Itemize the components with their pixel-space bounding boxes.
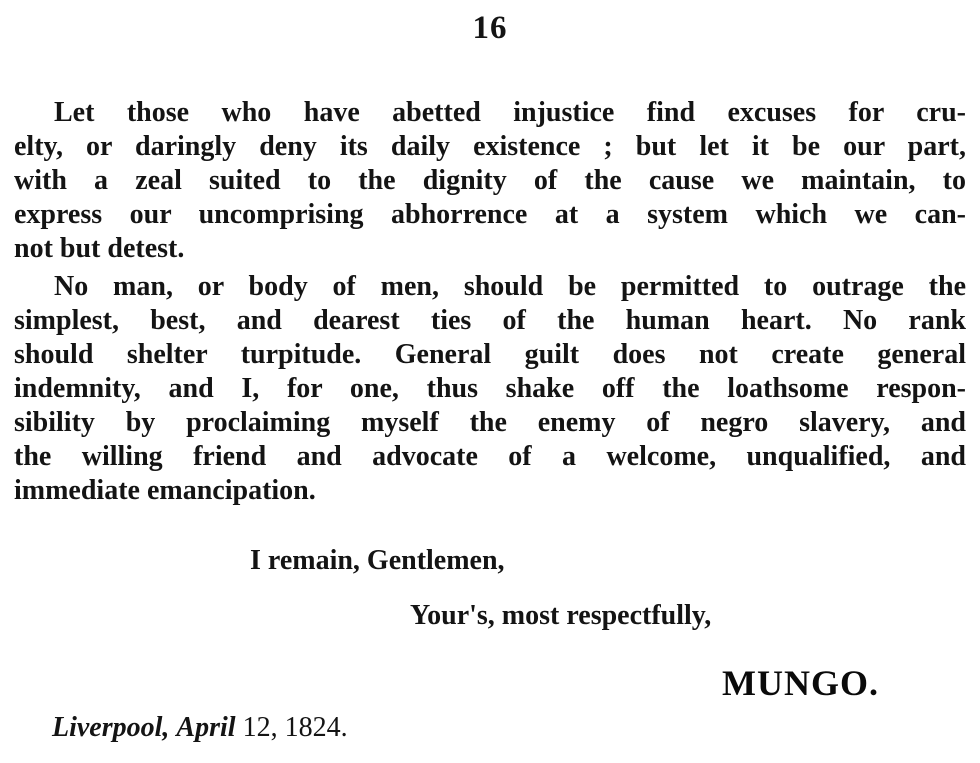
paragraph-2-line: No man, or body of men, should be permitted to outrage the xyxy=(54,271,966,302)
paragraph-1 xyxy=(14,96,966,266)
dateline-month: April xyxy=(176,712,236,743)
dateline-place: Liverpool, xyxy=(52,712,170,743)
dateline xyxy=(52,712,348,744)
paragraph-2-line: simplest, best, and dearest ties of the human heart. No rank xyxy=(14,305,966,336)
paragraph-2-line: sibility by proclaiming myself the enemy of negro slavery, and xyxy=(14,407,966,438)
dateline-year: 1824. xyxy=(284,712,348,743)
paragraph-1-line: elty, or daringly deny its daily existence ; but let it be our part, xyxy=(14,131,966,162)
closing-salutation: I remain, Gentlemen, xyxy=(250,545,505,576)
page-number: 16 xyxy=(472,10,508,46)
paragraph-1-line: express our uncomprising abhorrence at a system which we can- xyxy=(14,199,966,230)
paragraph-2 xyxy=(14,270,966,508)
paragraph-1-line: with a zeal suited to the dignity of the cause we maintain, to xyxy=(14,165,966,196)
closing-valediction: Your's, most respectfully, xyxy=(410,600,712,631)
signature: MUNGO. xyxy=(722,663,879,703)
paragraph-2-line: should shelter turpitude. General guilt does not create general xyxy=(14,339,966,370)
paragraph-1-line: Let those who have abetted injustice find excuses for cru- xyxy=(54,97,966,128)
dateline-day: 12, xyxy=(242,712,278,743)
paragraph-1-line: not but detest. xyxy=(14,233,185,264)
paragraph-2-line: indemnity, and I, for one, thus shake off the loathsome respon- xyxy=(14,373,966,404)
paragraph-2-line: the willing friend and advocate of a welcome, unqualified, and xyxy=(14,441,966,472)
paragraph-2-line: immediate emancipation. xyxy=(14,475,316,506)
